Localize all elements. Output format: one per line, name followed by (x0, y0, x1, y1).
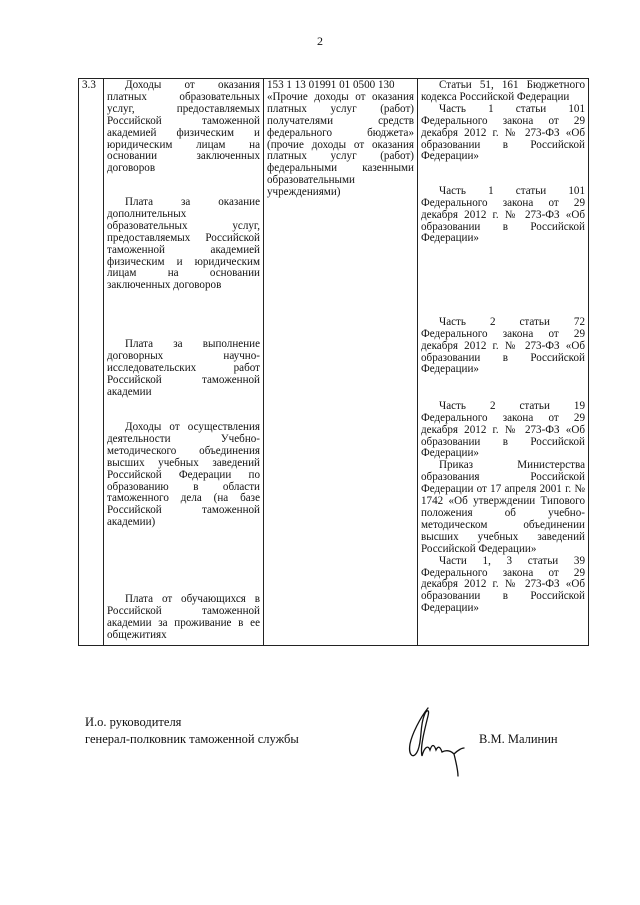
income-type-item: Плата за выполнение договорных научно-исследовательских работ Российской таможенной академии (107, 338, 260, 398)
legal-basis-item: Часть 2 статьи 72 Федерального закона от 29 декабря 2012 г. № 273-ФЗ «Об образовании в Российской Федерации» (421, 315, 585, 376)
income-type-item: Доходы от оказания платных образовательных услуг, предоставляемых Российской таможенной академией физическим и юридическим лицам на основании заключенных договоров (107, 79, 260, 175)
signatory-position (85, 714, 299, 748)
handwritten-signature-icon (398, 704, 470, 778)
page-number: 2 (317, 34, 323, 48)
position-line-2: генерал-полковник таможенной службы (85, 732, 299, 746)
legal-basis-item: Часть 1 статьи 101 Федерального закона от 29 декабря 2012 г. № 273-ФЗ «Об образовании в Российской Федерации» (421, 102, 585, 163)
row-number: 3.3 (79, 79, 104, 646)
kbk-cell (264, 79, 418, 646)
signatory-name: В.М. Малинин (479, 732, 558, 746)
income-table (78, 78, 589, 646)
legal-basis-item: Статьи 51, 161 Бюджетного кодекса Российской Федерации (421, 79, 585, 103)
kbk-code: 153 1 13 01991 01 0500 130 (267, 79, 395, 91)
legal-basis-item: Части 1, 3 статьи 39 Федерального закона от 29 декабря 2012 г. № 273-ФЗ «Об образовании в Российской Федерации» (421, 554, 585, 615)
kbk-description: «Прочие доходы от оказания платных услуг (работ) получателями средств федерального бюджета» (прочие доходы от оказания платных услуг (работ) федеральными казенными образовательными учреждениями) (267, 90, 414, 199)
income-type-item: Плата от обучающихся в Российской таможенной академии за проживание в ее общежитиях (107, 593, 260, 641)
income-type-item: Доходы от осуществления деятельности Учебно-методического объединения высших учебных заведений Российской Федерации по образованию в области таможенного дела (на базе Российской таможенной академии) (107, 421, 260, 529)
legal-basis-item: Часть 2 статьи 19 Федерального закона от 29 декабря 2012 г. № 273-ФЗ «Об образовании в Российской Федерации» (421, 399, 585, 460)
legal-basis-item: Приказ Министерства образования Российской Федерации от 17 апреля 2001 г. № 1742 «Об утверждении Типового положения об учебно-методическом объединении высших учебных заведений Российской Федерации» (421, 459, 585, 555)
legal-basis-cell (418, 79, 589, 646)
legal-basis-item: Часть 1 статьи 101 Федерального закона от 29 декабря 2012 г. № 273-ФЗ «Об образовании в Российской Федерации» (421, 184, 585, 245)
income-type-cell (104, 79, 264, 646)
position-line-1: И.о. руководителя (85, 715, 182, 729)
table-row (79, 79, 589, 646)
income-type-item: Плата за оказание дополнительных образовательных услуг, предоставляемых Российской таможенной академией физическим и юридическим лицам на основании заключенных договоров (107, 196, 260, 292)
